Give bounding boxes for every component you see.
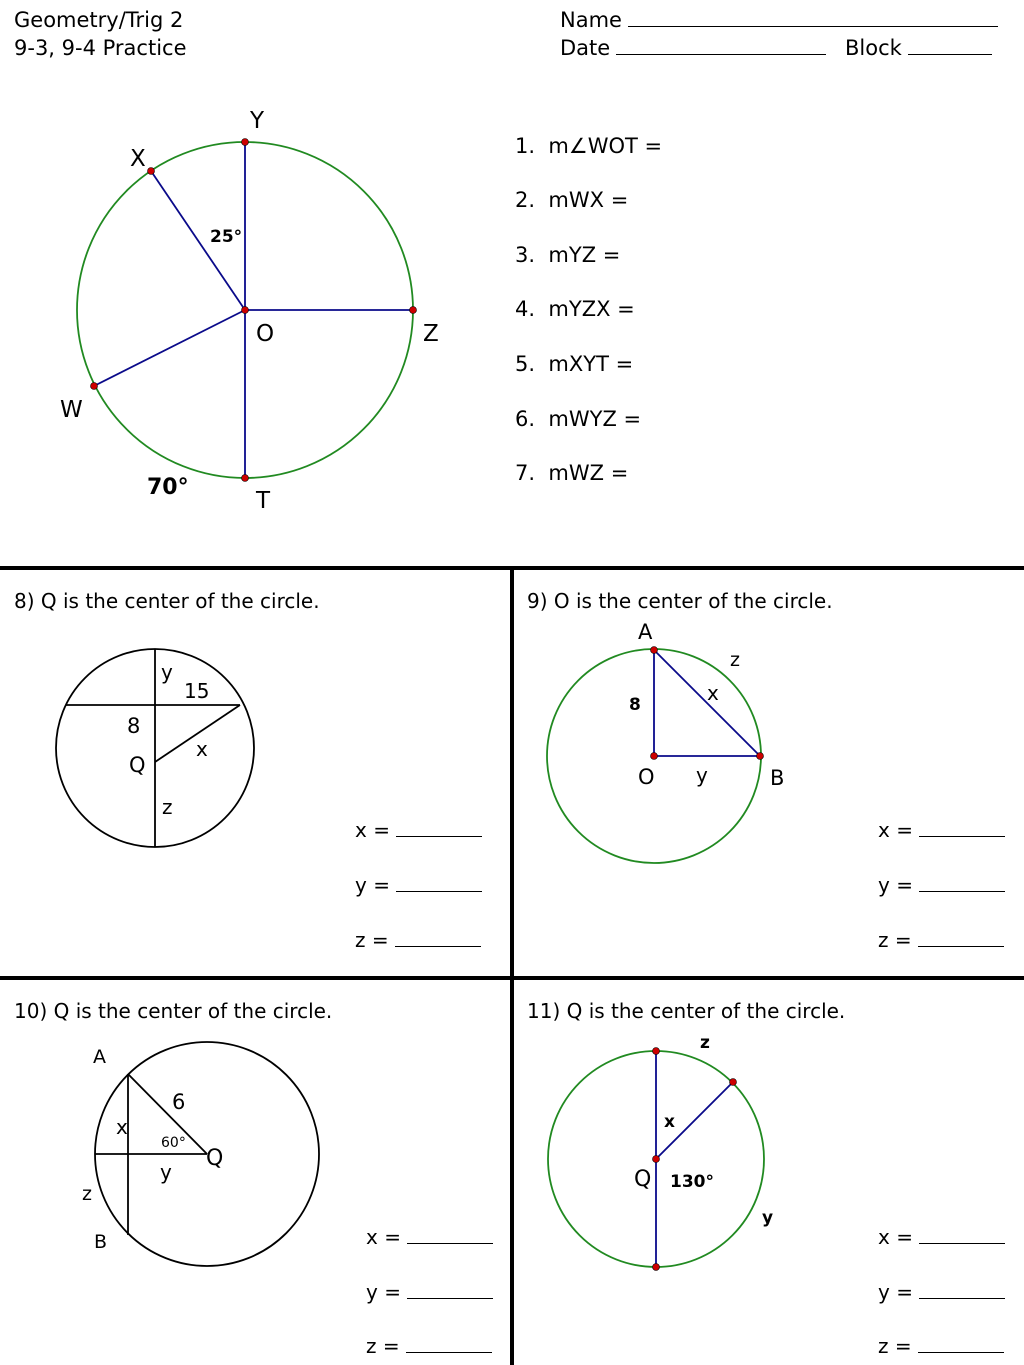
angle-xoy-label: 25° bbox=[210, 227, 243, 247]
p11-blank-z[interactable] bbox=[918, 1350, 1004, 1353]
label-y: Y bbox=[250, 108, 265, 134]
question-4: 4. mYZX = bbox=[515, 297, 635, 321]
p10-label-q: Q bbox=[206, 1146, 224, 1171]
p10-label-x: x bbox=[116, 1115, 128, 1139]
p8-label-y: y bbox=[161, 660, 173, 684]
p11-label-q: Q bbox=[634, 1167, 652, 1192]
p10-label-z: z bbox=[82, 1183, 92, 1205]
p11-blank-x[interactable] bbox=[919, 1241, 1005, 1244]
p9-blank-z[interactable] bbox=[918, 944, 1004, 947]
p9-label-a: A bbox=[638, 620, 653, 644]
arc-wt-label: 70° bbox=[147, 475, 189, 500]
p9-blank-y[interactable] bbox=[919, 889, 1005, 892]
question-6: 6. mWYZ = bbox=[515, 407, 642, 431]
main-circle-figure bbox=[60, 108, 439, 514]
p11-point-bottom bbox=[653, 1264, 660, 1271]
p9-answer-z[interactable]: z = bbox=[878, 930, 1004, 950]
p8-blank-y[interactable] bbox=[396, 889, 482, 892]
label-w: W bbox=[60, 397, 83, 423]
point-t bbox=[242, 475, 249, 482]
problem-10-figure bbox=[82, 1042, 319, 1266]
p10-blank-x[interactable] bbox=[407, 1241, 493, 1244]
p10-blank-y[interactable] bbox=[407, 1296, 493, 1299]
p11-answer-y[interactable]: y = bbox=[878, 1282, 1005, 1302]
lesson-title: 9-3, 9-4 Practice bbox=[14, 36, 187, 60]
question-7: 7. mWZ = bbox=[515, 461, 629, 485]
label-o: O bbox=[256, 321, 275, 347]
p8-answer-y[interactable]: y = bbox=[355, 875, 482, 895]
point-y bbox=[242, 139, 249, 146]
question-1: 1. m∠WOT = bbox=[515, 134, 663, 158]
label-z: Z bbox=[423, 321, 439, 347]
p9-point-a bbox=[651, 647, 658, 654]
p9-blank-x[interactable] bbox=[919, 834, 1005, 837]
p9-label-8: 8 bbox=[629, 695, 641, 715]
p11-label-130: 130° bbox=[670, 1172, 714, 1192]
p10-label-y: y bbox=[160, 1160, 172, 1184]
p10-answer-x[interactable]: x = bbox=[366, 1227, 493, 1247]
segment-ow bbox=[94, 310, 245, 386]
p8-label-q: Q bbox=[129, 753, 146, 777]
point-w bbox=[91, 383, 98, 390]
question-5: 5. mXYT = bbox=[515, 352, 634, 376]
problem-9-title: 9) O is the center of the circle. bbox=[527, 589, 833, 613]
date-label: Date bbox=[560, 36, 611, 60]
p10-label-6: 6 bbox=[172, 1090, 186, 1114]
p11-point-top bbox=[653, 1048, 660, 1055]
problem-11-figure bbox=[548, 1033, 773, 1271]
block-label: Block bbox=[845, 36, 902, 60]
problem-8-figure bbox=[56, 649, 254, 847]
problem-11-title: 11) Q is the center of the circle. bbox=[527, 999, 846, 1023]
p8-blank-z[interactable] bbox=[395, 944, 481, 947]
point-x bbox=[148, 168, 155, 175]
point-z bbox=[410, 307, 417, 314]
point-o bbox=[242, 307, 249, 314]
question-2: 2. mWX = bbox=[515, 188, 629, 212]
p10-label-a: A bbox=[93, 1046, 106, 1068]
p8-label-z: z bbox=[162, 795, 173, 819]
p9-label-x: x bbox=[707, 681, 719, 705]
problem-8-title: 8) Q is the center of the circle. bbox=[14, 589, 320, 613]
p11-label-y: y bbox=[762, 1208, 774, 1228]
problem-9-figure bbox=[547, 620, 784, 863]
course-title: Geometry/Trig 2 bbox=[14, 8, 184, 32]
p11-answer-z[interactable]: z = bbox=[878, 1336, 1004, 1356]
name-label: Name bbox=[560, 8, 622, 32]
label-x: X bbox=[130, 146, 146, 172]
p11-point-q bbox=[653, 1156, 660, 1163]
p9-label-y: y bbox=[696, 763, 708, 787]
p9-point-b bbox=[757, 753, 764, 760]
p9-answer-x[interactable]: x = bbox=[878, 820, 1005, 840]
label-t: T bbox=[256, 488, 271, 514]
p10-blank-z[interactable] bbox=[406, 1350, 492, 1353]
p8-label-15: 15 bbox=[184, 679, 210, 703]
p8-answer-x[interactable]: x = bbox=[355, 820, 482, 840]
p9-label-b: B bbox=[770, 766, 785, 790]
p9-label-o: O bbox=[638, 765, 655, 789]
p8-blank-x[interactable] bbox=[396, 834, 482, 837]
p10-answer-y[interactable]: y = bbox=[366, 1282, 493, 1302]
p11-label-x: x bbox=[664, 1112, 675, 1132]
p11-label-z: z bbox=[700, 1033, 710, 1053]
p11-point-right bbox=[730, 1079, 737, 1086]
p11-answer-x[interactable]: x = bbox=[878, 1227, 1005, 1247]
p11-blank-y[interactable] bbox=[919, 1296, 1005, 1299]
p8-answer-z[interactable]: z = bbox=[355, 930, 481, 950]
p10-answer-z[interactable]: z = bbox=[366, 1336, 492, 1356]
p10-label-b: B bbox=[94, 1231, 108, 1253]
p8-label-8: 8 bbox=[127, 714, 141, 738]
problem-10-title: 10) Q is the center of the circle. bbox=[14, 999, 333, 1023]
p9-label-z: z bbox=[730, 649, 740, 671]
question-3: 3. mYZ = bbox=[515, 243, 621, 267]
p8-label-x: x bbox=[196, 737, 208, 761]
p10-label-60: 60° bbox=[161, 1135, 186, 1151]
p9-answer-y[interactable]: y = bbox=[878, 875, 1005, 895]
p9-point-o bbox=[651, 753, 658, 760]
